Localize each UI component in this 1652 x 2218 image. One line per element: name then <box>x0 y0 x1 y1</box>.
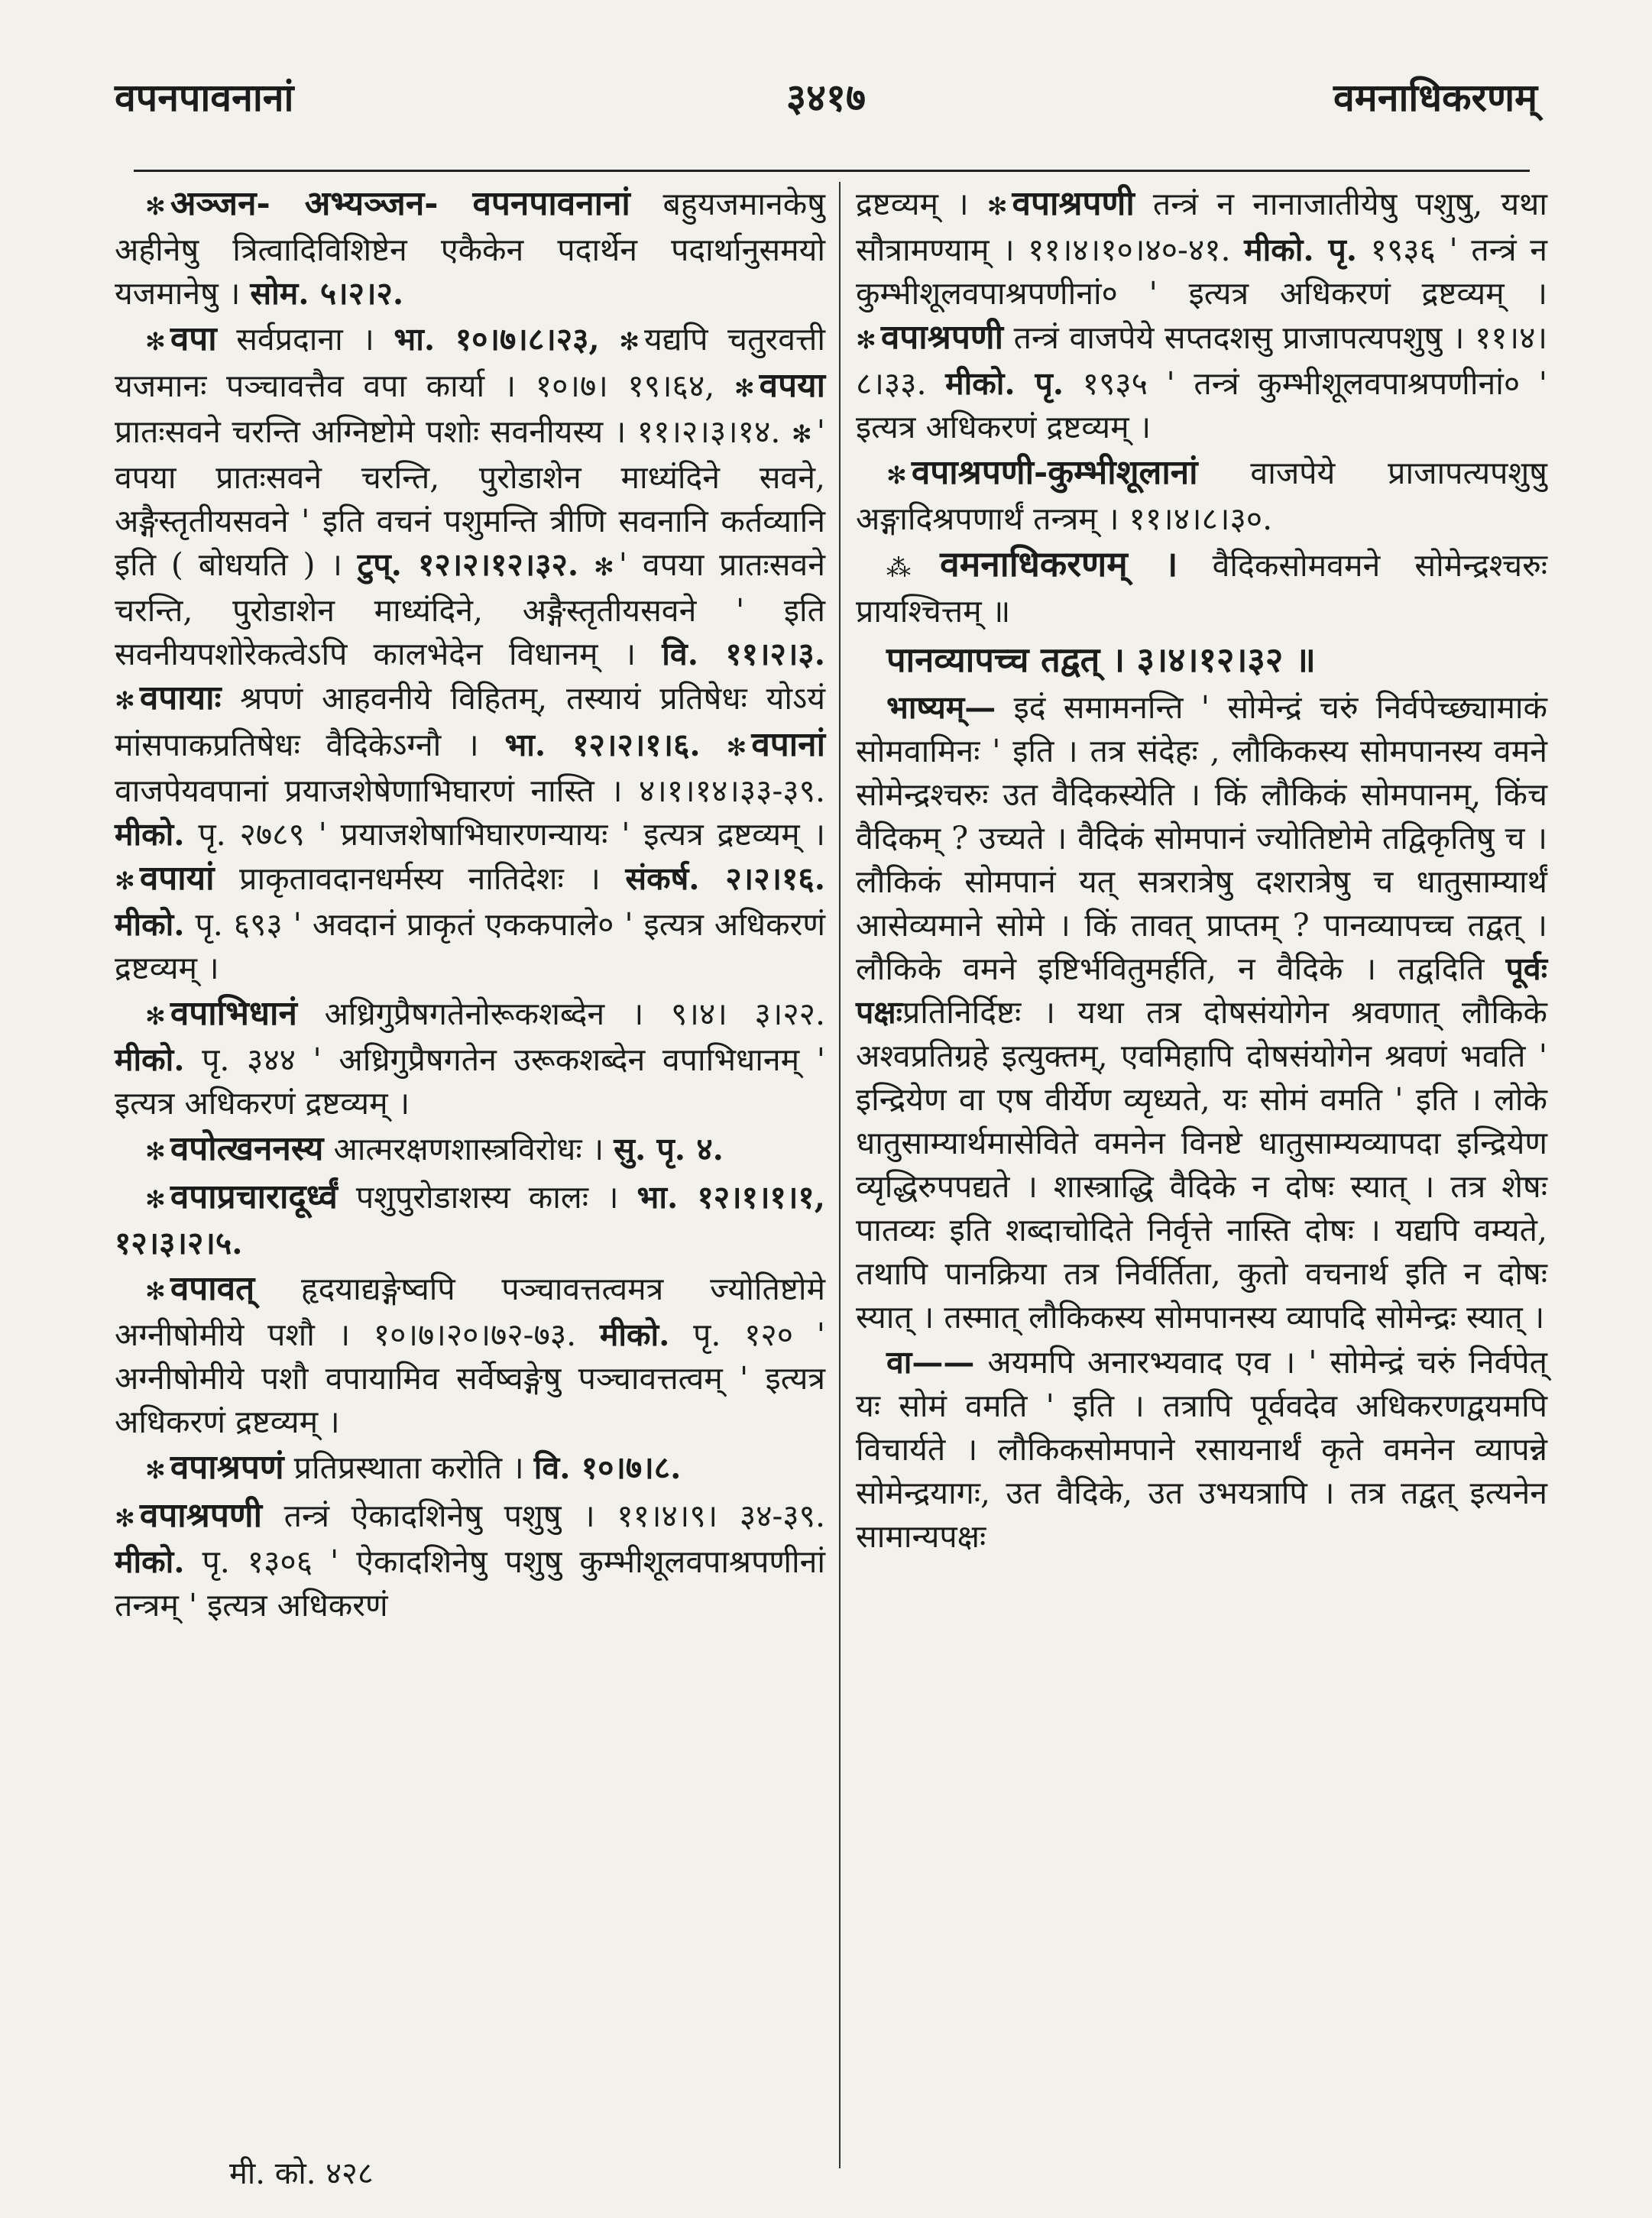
asterisk-icon: ✻ <box>145 1137 166 1166</box>
header-left-title: वपनपावनानां <box>115 75 294 120</box>
entry-headword: वपाश्रपणी-कुम्भीशूलानां <box>911 453 1198 492</box>
entry-vapashrapani <box>115 1494 825 1627</box>
entry-text: सर्वप्रदाना । <box>236 321 374 358</box>
entry-vapotkhanana <box>115 1127 825 1174</box>
page-number: ३४१७ <box>786 75 866 120</box>
entry-text: बहुयजमानकेषु अहीनेषु त्रित्वादिविशिष्टेन एकैकेन पदार्थेन पदार्थानुसमयो यजमानेषु । <box>115 186 825 312</box>
entry-headword: वपायां <box>139 859 215 898</box>
entry-headword: वपाभिधानं <box>170 994 297 1033</box>
entry-reference: मीको. <box>115 1041 185 1078</box>
sutra: पानव्यापच्च तद्वत् । ३।४।१२।३२ ॥ <box>886 639 1316 680</box>
entry-vapabhidhanam <box>115 992 825 1125</box>
asterisk-icon: ✻ <box>593 552 614 581</box>
entry-reference: मीको. <box>115 816 185 853</box>
entry-vapashrapanam <box>115 1446 825 1492</box>
entry-headword: वपया <box>759 366 825 405</box>
entry-headword: वपाश्रपणी <box>1012 184 1135 223</box>
entry-text: वाजपेयवपानां प्रयाजशेषेणाभिघारणं नास्ति । ४।१।१४।३३-३९. <box>115 772 825 809</box>
entry-text: प्राकृतावदानधर्मस्य नातिदेशः । <box>239 860 601 897</box>
entry-reference: टुप्. १२।२।१२।३२. <box>357 546 579 583</box>
entry-reference: भा. १२।१।१।१, १२।३।२।५. <box>115 1179 825 1261</box>
asterisk-icon: ✻ <box>886 461 907 490</box>
entry-text: ' वपया प्रातःसवने चरन्ति, पुरोडाशेन माध्यंदिने, अङ्गैस्तृतीयसवने ' इति सवनीयपशोरेकत्वेऽपि कालभेदेन विधानम् । <box>115 546 825 672</box>
entry-text: श्रपणं आहवनीये विहितम्, तस्यायं प्रतिषेधः योऽयं मांसपाकप्रतिषेधः वैदिकेऽग्नौ । <box>115 680 825 763</box>
entry-text: तन्त्रं वाजपेये सप्तदशसु प्राजापत्यपशुषु । ११।४।८।३३. <box>856 319 1547 402</box>
entry-text: १९३५ ' तन्त्रं कुम्भीशूलवपाश्रपणीनां० ' इत्यत्र अधिकरणं द्रष्टव्यम् । <box>856 365 1547 445</box>
adhikarana-summary: वैदिकसोमवमने सोमेन्द्रश्चरुः प्रायश्चित्तम् ॥ <box>856 547 1547 630</box>
entry-vapana <box>115 182 825 316</box>
right-column <box>856 182 1547 1560</box>
entry-text: द्रष्टव्यम् । <box>856 186 969 222</box>
asterisk-icon: ✻ <box>986 192 1008 221</box>
asterisk-icon: ✻ <box>115 686 135 715</box>
purva-paksha-label: पूर्वः पक्षः <box>856 950 1547 1031</box>
entry-text: वाजपेये प्राजापत्यपशुषु अङ्गादिश्रपणार्थं तन्त्रम् । ११।४।८।३०. <box>856 455 1547 537</box>
entry-headword: अञ्जन- अभ्यञ्जन- वपनपावनानां <box>170 184 630 223</box>
vartika-label: वा—— <box>886 1344 975 1381</box>
entry-text: तन्त्रं ऐकादशिनेषु पशुषु । ११।४।९। ३४-३९. <box>283 1498 825 1534</box>
asterisk-icon: ✻ <box>619 327 640 356</box>
entry-text: प्रातःसवने चरन्ति अग्निष्टोमे पशोः सवनीयस्य । ११।२।३।१४. <box>115 413 781 450</box>
vartika <box>856 1341 1547 1559</box>
entry-headword: वपोत्खननस्य <box>170 1129 324 1168</box>
entry-reference: मीको. पृ. <box>945 365 1064 402</box>
entry-text: पशुपुरोडाशस्य कालः । <box>355 1179 619 1216</box>
entry-headword: वपाश्रपणं <box>170 1448 284 1487</box>
bhashya-label: भाष्यम्— <box>886 689 996 726</box>
asterisk-icon: ✻ <box>145 1002 166 1031</box>
entry-text: यद्यपि चतुरवत्ती यजमानः पञ्चावत्तैव वपा कार्या । १०।७। १९।६४, <box>115 321 825 404</box>
asterisk-icon: ✻ <box>145 327 166 356</box>
entry-text: ' वपया प्रातःसवने चरन्ति, पुरोडाशेन माध्यंदिने सवने, अङ्गैस्तृतीयसवने ' इति वचनं पशुमन्ति त्रीणि सवनानि कर्तव्यानि इति ( बोधयति ) । <box>115 413 825 583</box>
entry-text: पृ. १२० ' अग्नीषोमीये पशौ वपायामिव सर्वेष्वङ्गेषु पञ्चावत्तत्वम् ' इत्यत्र अधिकरणं द्रष्टव्यम् । <box>115 1316 825 1440</box>
adhikarana-title: वमनाधिकरणम् । <box>940 543 1178 584</box>
bhashya <box>856 686 1547 1339</box>
asterisk-icon: ✻ <box>856 325 876 355</box>
entry-text: १९३६ ' तन्त्रं न कुम्भीशूलवपाश्रपणीनां० ' इत्यत्र अधिकरणं द्रष्टव्यम् । <box>856 232 1547 312</box>
entry-headword: वपावत् <box>170 1269 255 1308</box>
entry-text: पृ. ६९३ ' अवदानं प्राकृतं एककपाले० ' इत्यत्र अधिकरणं द्रष्टव्यम् । <box>115 906 825 986</box>
entry-headword: वपायाः <box>139 678 222 717</box>
entry-reference: मीको. <box>599 1316 670 1353</box>
asterisk-icon: ✻ <box>145 1455 166 1485</box>
entry-reference: वि. ११।२।३. <box>662 636 825 672</box>
entry-headword: वपाप्रचारादूर्ध्वं <box>170 1177 338 1216</box>
entry-vapavat <box>115 1267 825 1444</box>
entry-reference: मीको. पृ. <box>1244 232 1358 268</box>
entry-reference: सु. पृ. ४. <box>614 1131 724 1167</box>
column-divider <box>839 182 841 2168</box>
entry-reference: वि. १०।७।८. <box>533 1449 682 1486</box>
asterisk-icon: ✻ <box>115 1504 135 1533</box>
adhikarana-heading <box>856 542 1547 633</box>
header-rule <box>134 170 1530 172</box>
entry-text: पृ. २७८९ ' प्रयाजशेषाभिघारणन्यायः ' इत्यत्र द्रष्टव्यम् । <box>198 816 825 853</box>
asterisk-icon: ✻ <box>145 1277 166 1306</box>
entry-reference: भा. १२।२।१।६. <box>504 727 701 763</box>
entry-headword: वपाश्रपणी <box>139 1496 263 1535</box>
entry-headword: वपाश्रपणी <box>880 318 1004 357</box>
bhashya-text: इदं समामनन्ति ' सोमेन्द्रं चरुं निर्वपेच्छ्यामाकं सोमवामिनः ' इति । तत्र संदेहः , लौकिकस्य सोमपानस्य वमने सोमेन्द्रश्चरुः उत वैदिकस्येति । किं लौकिकं सोमपानम्, किंच वैदिकम् ? उच्यते । वैदिकं सोमपानं ज्योतिष्टोमे तद्विकृतिषु च । लौकिकं सोमपानं यत् सत्ररात्रेषु दशरात्रेषु च धातुसाम्यार्थं आसेव्यमाने सोमे । किं तावत् प्राप्तम् ? पानव्यापच्च तद्वत् । लौकिके वमने इष्टिर्भवितुमर्हति, न वैदिके । तद्वदिति <box>856 689 1547 987</box>
entry-text: पृ. ३४४ ' अध्रिगुप्रैषगतेन उरूकशब्देन वपाभिधानम् ' इत्यत्र अधिकरणं द्रष्टव्यम् । <box>115 1041 825 1122</box>
entry-text: तन्त्रं न नानाजातीयेषु पशुषु, यथा सौत्रामण्याम् । ११।४।१०।४०-४१. <box>856 186 1547 268</box>
asterisk-icon: ✻ <box>145 192 166 221</box>
entry-vapa <box>115 317 825 990</box>
section-mark-icon: ⁂ <box>886 553 936 582</box>
entry-reference: सोम. ५।२।२. <box>250 275 404 312</box>
entry-text: आत्मरक्षणशास्त्रविरोधः । <box>333 1131 604 1167</box>
left-column <box>115 182 825 1629</box>
entry-text: पृ. १३०६ ' ऐकादशिनेषु पशुषु कुम्भीशूलवपाश्रपणीनां तन्त्रम् ' इत्यत्र अधिकरणं <box>115 1543 825 1624</box>
asterisk-icon: ✻ <box>734 374 755 403</box>
bhashya-text: प्रतिनिर्दिष्टः । यथा तत्र दोषसंयोगेन श्रवणात् लौकिके अश्वप्रतिग्रहे इत्युक्तम्, एवमिहापि दोषसंयोगेन श्रवणं भवति ' इन्द्रियेण वा एष वीर्येण व्यृध्यते, यः सोमं वमति ' इति । लोके धातुसाम्यार्थमासेविते वमनेन विनष्टे धातुसाम्यव्यापदा इन्द्रियेण व्यृद्धिरुपपद्यते । शास्त्राद्धि वैदिके न दोषः स्यात् । तत्र शेषः पातव्यः इति शब्दाचोदिते निर्वृत्ते नास्ति दोषः । यद्यपि वम्यते, तथापि पानक्रिया तत्र निर्वर्तिता, कुतो वचनार्थ इति न दोषः स्यात् । तस्मात् लौकिकस्य सोमपानस्य व्यापदि सोमेन्द्रः स्यात् । <box>856 994 1547 1336</box>
entry-text: प्रतिप्रस्थाता करोति । <box>293 1449 524 1486</box>
entry-vapapracharat <box>115 1175 825 1265</box>
entry-reference: भा. १०।७।८।२३, <box>394 321 600 358</box>
page-footer-signature: मी. को. ४२८ <box>229 2156 374 2191</box>
entry-kumbhishula <box>856 451 1547 541</box>
entry-reference: मीको. <box>115 1543 185 1580</box>
entry-reference: संकर्ष. २।२।१६. मीको. <box>115 860 825 943</box>
entry-headword: वपा <box>170 319 217 358</box>
running-header <box>115 70 1537 139</box>
vartika-text: अयमपि अनारभ्यवाद एव । ' सोमेन्द्रं चरुं निर्वपेत् यः सोमं वमति ' इति । तत्रापि पूर्ववदेव अधिकरणद्वयमपि विचार्यते । लौकिकसोमपाने रसायनार्थं कृते वमनेन व्यापन्ने सोमेन्द्रयागः, उत वैदिके, उत उभयत्रापि । तत्र तद्वत् इत्यनेन सामान्यपक्षः <box>856 1344 1547 1555</box>
entry-headword: वपानां <box>751 725 825 764</box>
asterisk-icon: ✻ <box>791 419 812 448</box>
asterisk-icon: ✻ <box>145 1185 166 1214</box>
entry-continuation <box>856 182 1547 449</box>
asterisk-icon: ✻ <box>115 866 135 895</box>
header-right-title: वमनाधिकरणम् <box>1333 75 1537 120</box>
asterisk-icon: ✻ <box>726 733 747 762</box>
entry-text: अध्रिगुप्रैषगतेनोरूकशब्देन । ९।४। ३।२२. <box>324 996 825 1032</box>
entry-text: हृदयाद्यङ्गेष्वपि पञ्चावत्तत्वमत्र ज्योतिष्टोमे अग्नीषोमीये पशौ । १०।७।२०।७२-७३. <box>115 1271 825 1353</box>
